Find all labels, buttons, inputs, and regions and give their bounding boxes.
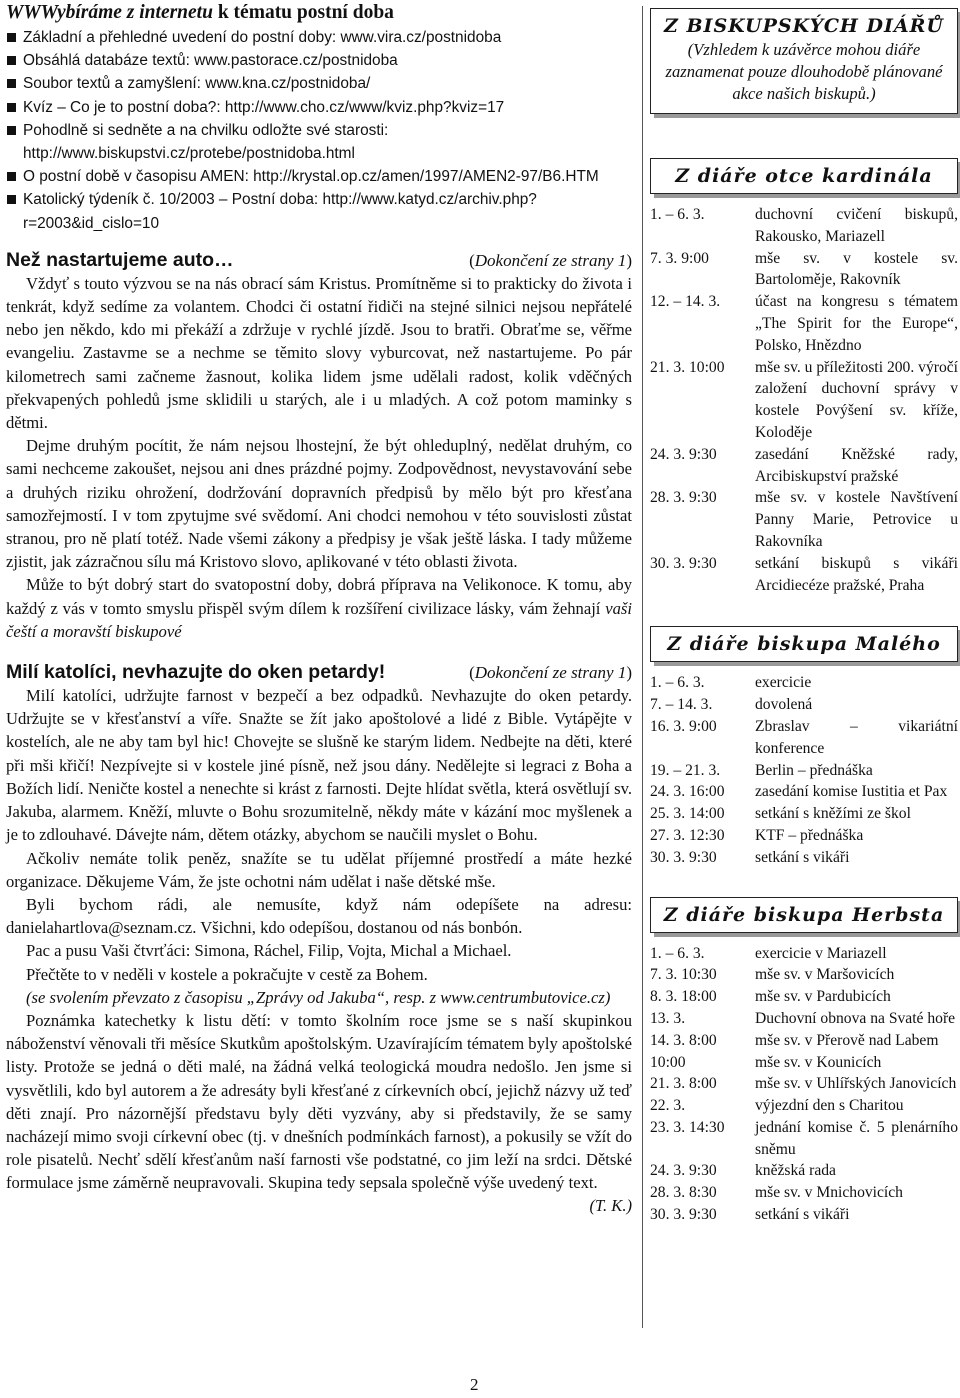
schedule-row xyxy=(650,291,958,356)
schedule-event: setkání s kněžími ze škol xyxy=(755,805,911,823)
list-item[interactable]: Pohodlně si sedněte a na chvilku odložte své starosti: http://www.biskupstvi.cz/protebe/postnidoba.html xyxy=(6,119,632,165)
schedule-row xyxy=(650,964,958,986)
source-note: (se svolením převzato z časopisu „Zprávy od Jakuba“, resp. z www.centrumbutovice.cz) xyxy=(26,987,611,1007)
schedule-date: 22. 3. xyxy=(650,1097,686,1115)
schedule-date: 19. – 21. 3. xyxy=(650,761,721,779)
schedule-event: exercicie v Mariazell xyxy=(755,944,887,962)
diary-section-maly xyxy=(650,626,958,868)
list-item[interactable]: Soubor textů a zamyšlení: www.kna.cz/postnidoba/ xyxy=(6,72,632,95)
schedule-row xyxy=(650,1052,958,1074)
list-item[interactable]: Katolický týdeník č. 10/2003 – Postní doba: http://www.katyd.cz/archiv.php?r=2003&id_cislo=10 xyxy=(6,188,632,234)
schedule-date: 7. 3. 9:00 xyxy=(650,249,709,267)
schedule-date: 30. 3. 9:30 xyxy=(650,554,717,572)
schedule-table xyxy=(650,672,958,868)
schedule-date: 1. – 6. 3. xyxy=(650,944,705,962)
schedule-row xyxy=(650,1030,958,1052)
continuation-note: (Dokončení ze strany 1) xyxy=(469,250,632,270)
section-header: Z diáře biskupa Malého xyxy=(650,626,958,662)
schedule-row xyxy=(650,553,958,597)
paragraph: Může to být dobrý start do svatopostní doby, dobrá příprava na Velikonoce. K tomu, aby každý z vás v tomto smyslu přispěl svým dílem k rozšíření civilizace lásky, vám žehnají vaši čeští a moravští biskupové xyxy=(6,575,632,641)
schedule-date: 7. 3. 10:30 xyxy=(650,966,717,984)
schedule-row xyxy=(650,1182,958,1204)
schedule-row xyxy=(650,803,958,825)
schedule-event: účast na kongresu s tématem „The Spirit for the Europe“, Polsko, Hnězdno xyxy=(755,293,958,354)
schedule-row xyxy=(650,248,958,292)
schedule-row xyxy=(650,487,958,552)
schedule-date: 21. 3. 8:00 xyxy=(650,1075,717,1093)
schedule-date: 12. – 14. 3. xyxy=(650,293,721,311)
list-item[interactable]: Základní a přehledné uvedení do postní doby: www.vira.cz/postnidoba xyxy=(6,26,632,49)
schedule-date: 24. 3. 9:30 xyxy=(650,445,717,463)
schedule-date: 24. 3. 16:00 xyxy=(650,783,725,801)
schedule-row xyxy=(650,672,958,694)
paragraph: Milí katolíci, udržujte farnost v bezpečí a bez odpadků. Nevhazujte do oken petardy. Udržujte se v křesťanství a víře. Snažte se žít jako apoštolové a lidé z Bible. Vytápějte v kostelích, ale ne aby tam byl hic! Chovejte se slušně ke starým lidem. Nedbejte na děti, které při mši křičí! Nezpívejte si v kostele jiné písně, než jsou dány. Nedělejte si legraci z Boha a Božích lidí. Neničte kostel a nenechte si krást z farnosti. Dejte hlídat světla, která osvětlují sv. Jakuba, alarmem. Kněží, mluvte o Bohu srozumitelně, někdy máte v kázání moc myšlenek a je to zdlouhavé. Dávejte nám, dětem otázky, abychom se naučili myslet o Bohu. xyxy=(6,686,632,845)
schedule-table xyxy=(650,204,958,596)
diaries-subtitle: (Vzhledem k uzávěrce mohou diáře zaznamenat pouze dlouhodobě plánované akce našich biskupů.) xyxy=(665,40,943,103)
article-title: Než nastartujeme auto… xyxy=(6,248,234,271)
schedule-event: mše sv. v Uhlířských Janovicích xyxy=(755,1075,957,1093)
schedule-event: exercicie xyxy=(755,674,812,692)
schedule-row xyxy=(650,1073,958,1095)
page-number: 2 xyxy=(470,1375,479,1394)
paragraph: Přečtěte to v neděli v kostele a pokračujte v cestě za Bohem. xyxy=(26,964,428,984)
article-title: Milí katolíci, nevhazujte do oken petardy! xyxy=(6,661,386,684)
paragraph: Vždyť s touto výzvou se na nás obrací sám Kristus. Promítněme si to prakticky do života i tenkrát, když sedíme za volantem. Chodci či ostatní řidiči na stejné silnici nejsou nepřátelé nebo jen někdo, kdo mi překáží a zdržuje v rychlé jízdě. Jsou to bratři. Obraťme se, věřme evangeliu. Zastavme se a nechme se těmito slovy vyburcovat, než nastartujeme. Po pár kilometrech sami začneme žasnout, kolika lidem jsme udělali radost, kolik vděčných překvapených pohledů jsme sklidili u starých, ale i u mladých. A což potom maminky s dětmi. xyxy=(6,273,632,433)
schedule-event: mše sv. v kostele sv. Bartoloměje, Rakovník xyxy=(755,249,958,289)
signature: (T. K.) xyxy=(589,1195,632,1215)
schedule-date: 8. 3. 18:00 xyxy=(650,988,717,1006)
schedule-row xyxy=(650,1008,958,1030)
schedule-row xyxy=(650,1095,958,1117)
left-column xyxy=(6,0,632,1217)
schedule-date: 10:00 xyxy=(650,1053,686,1071)
schedule-date: 24. 3. 9:30 xyxy=(650,1162,717,1180)
schedule-date: 16. 3. 9:00 xyxy=(650,717,717,735)
schedule-row xyxy=(650,1117,958,1161)
schedule-event: setkání s vikáři xyxy=(755,848,850,866)
schedule-row xyxy=(650,694,958,716)
schedule-event: zasedání komise Iustitia et Pax xyxy=(755,783,948,801)
link-list xyxy=(6,26,632,235)
schedule-date: 30. 3. 9:30 xyxy=(650,1206,717,1224)
schedule-event: zasedání Kněžské rady, Arcibiskupství pražské xyxy=(755,445,958,485)
list-item[interactable]: O postní době v časopisu AMEN: http://krystal.op.cz/amen/1997/AMEN2-97/B6.HTM xyxy=(6,165,632,188)
paragraph: Poznámka katechetky k listu dětí: v tomto školním roce jsme se s naší skupinkou náboženství věnovali tři měsíce Skutkům apoštolským. Uzavírajícím tématem byly apoštolské listy. Protože se jedná o děti malé, na žádná velká teologická moudra nedošlo. Jen jsme si vysvětlili, kdo byl autorem a že adresáty byli křesťané z církevních obcí, jejichž názvy už teď děti znají. Pro názornější představu byly děti vyzvány, aby si představily, že se samy nacházejí mimo svoji církevní obec (tj. v dnešních podmínkách farnost), a pokusily se vžít do role pisatelů. Nechť sdělí křesťanům naší farnosti vše podstatné, co jim leží na srdci. Dětské formulace jsme záměrně neupravovali. Skupina tedy sepsala společně výše uvedený text. xyxy=(6,1010,632,1193)
right-column xyxy=(650,0,958,1226)
list-item[interactable]: Kvíz – Co je to postní doba?: http://www.cho.cz/www/kviz.php?kviz=17 xyxy=(6,96,632,119)
schedule-event: Duchovní obnova na Svaté hoře xyxy=(755,1009,956,1027)
schedule-row xyxy=(650,986,958,1008)
schedule-row xyxy=(650,943,958,965)
schedule-event: KTF – přednáška xyxy=(755,826,864,844)
article-drive xyxy=(6,249,632,643)
schedule-event: mše sv. u příležitosti 200. výročí založení duchovní správy v kostele Povýšení sv. kříže, Koloděje xyxy=(755,358,958,441)
continuation-note: (Dokončení ze strany 1) xyxy=(469,663,632,683)
schedule-date: 30. 3. 9:30 xyxy=(650,848,717,866)
schedule-row xyxy=(650,847,958,869)
schedule-event: setkání biskupů s vikáři Arcidiecéze pražské, Praha xyxy=(755,554,958,594)
schedule-row xyxy=(650,825,958,847)
schedule-event: mše sv. v Přerově nad Labem xyxy=(755,1031,939,1049)
schedule-date: 25. 3. 14:00 xyxy=(650,805,725,823)
schedule-event: duchovní cvičení biskupů, Rakousko, Mariazell xyxy=(755,206,958,245)
schedule-event: kněžská rada xyxy=(755,1162,836,1180)
schedule-row xyxy=(650,1160,958,1182)
schedule-date: 23. 3. 14:30 xyxy=(650,1118,725,1136)
diary-section-herbst xyxy=(650,897,958,1226)
schedule-row xyxy=(650,444,958,488)
article-letter xyxy=(6,661,632,1216)
schedule-date: 14. 3. 8:00 xyxy=(650,1031,717,1049)
schedule-event: Zbraslav – vikariátní konference xyxy=(755,717,958,757)
schedule-event: setkání s vikáři xyxy=(755,1206,850,1224)
paragraph: Ačkoliv nemáte tolik peněz, snažíte se tu udělat příjemné prostředí a máte hezké organizace. Děkujeme Vám, že jste ochotni nám udělat i naše dětské mše. xyxy=(6,848,632,891)
schedule-event: jednání komise č. 5 plenárního sněmu xyxy=(755,1118,958,1158)
schedule-date: 1. – 6. 3. xyxy=(650,206,705,223)
schedule-row xyxy=(650,781,958,803)
paragraph: Pac a pusu Vaši čtvrťáci: Simona, Ráchel, Filip, Vojta, Michal a Michael. xyxy=(26,941,512,961)
schedule-event: mše sv. v Maršovicích xyxy=(755,966,895,984)
schedule-row xyxy=(650,760,958,782)
section-header: Z diáře otce kardinála xyxy=(650,158,958,194)
schedule-date: 28. 3. 9:30 xyxy=(650,489,717,507)
schedule-event: mše sv. v Mnichovicích xyxy=(755,1184,903,1202)
column-divider xyxy=(642,6,643,1328)
schedule-date: 7. – 14. 3. xyxy=(650,696,713,714)
schedule-event: mše sv. v kostele Navštívení Panny Marie, Petrovice u Rakovníka xyxy=(755,489,958,550)
diaries-title: Z BISKUPSKÝCH DIÁŘŮ xyxy=(664,15,944,37)
schedule-event: Berlin – přednáška xyxy=(755,761,873,779)
schedule-event: dovolená xyxy=(755,696,813,714)
diaries-header-box xyxy=(650,8,958,114)
schedule-date: 28. 3. 8:30 xyxy=(650,1184,717,1202)
schedule-date: 27. 3. 12:30 xyxy=(650,826,725,844)
schedule-row xyxy=(650,357,958,444)
section-header: Z diáře biskupa Herbsta xyxy=(650,897,958,933)
schedule-row xyxy=(650,1204,958,1226)
paragraph: Dejme druhým pocítit, že nám nejsou lhostejní, že být ohleduplný, nedělat druhým, co sami nechceme zakoušet, nejsou ani dnes prázdné pojmy. Zodpovědnost, nevystavování sebe a druhých riziku ohrožení, dodržování dopravních předpisů by mělo být pro křesťana samozřejmostí. I v tom zpytujme své svědomí. Ani chodci nemohou v této souvislosti zůstat stranou, pro ně platí totéž. Nade všemi zákony a předpisy je však ještě láska. I tady můžeme zjistit, jak zázračnou sílu má Kristovo slovo, aplikované v této oblasti života. xyxy=(6,436,632,572)
diary-section-cardinal xyxy=(650,158,958,596)
schedule-event: mše sv. v Pardubicích xyxy=(755,988,891,1006)
schedule-event: výjezdní den s Charitou xyxy=(755,1097,904,1115)
list-item[interactable]: Obsáhlá databáze textů: www.pastorace.cz/postnidoba xyxy=(6,49,632,72)
paragraph: Byli bychom rádi, ale nemusíte, když nám odepíšete na adresu: danielahartlova@seznam.cz. Všichni, kdo odepíšou, dostanou od nás bonbón. xyxy=(6,894,632,938)
schedule-date: 1. – 6. 3. xyxy=(650,674,705,692)
links-section-title: WWWybíráme z internetu k tématu postní doba xyxy=(6,2,394,23)
schedule-row xyxy=(650,716,958,760)
schedule-row xyxy=(650,204,958,248)
schedule-table xyxy=(650,943,958,1226)
schedule-event: mše sv. v Kounicích xyxy=(755,1053,882,1071)
schedule-date: 21. 3. 10:00 xyxy=(650,358,725,376)
schedule-date: 13. 3. xyxy=(650,1009,686,1027)
